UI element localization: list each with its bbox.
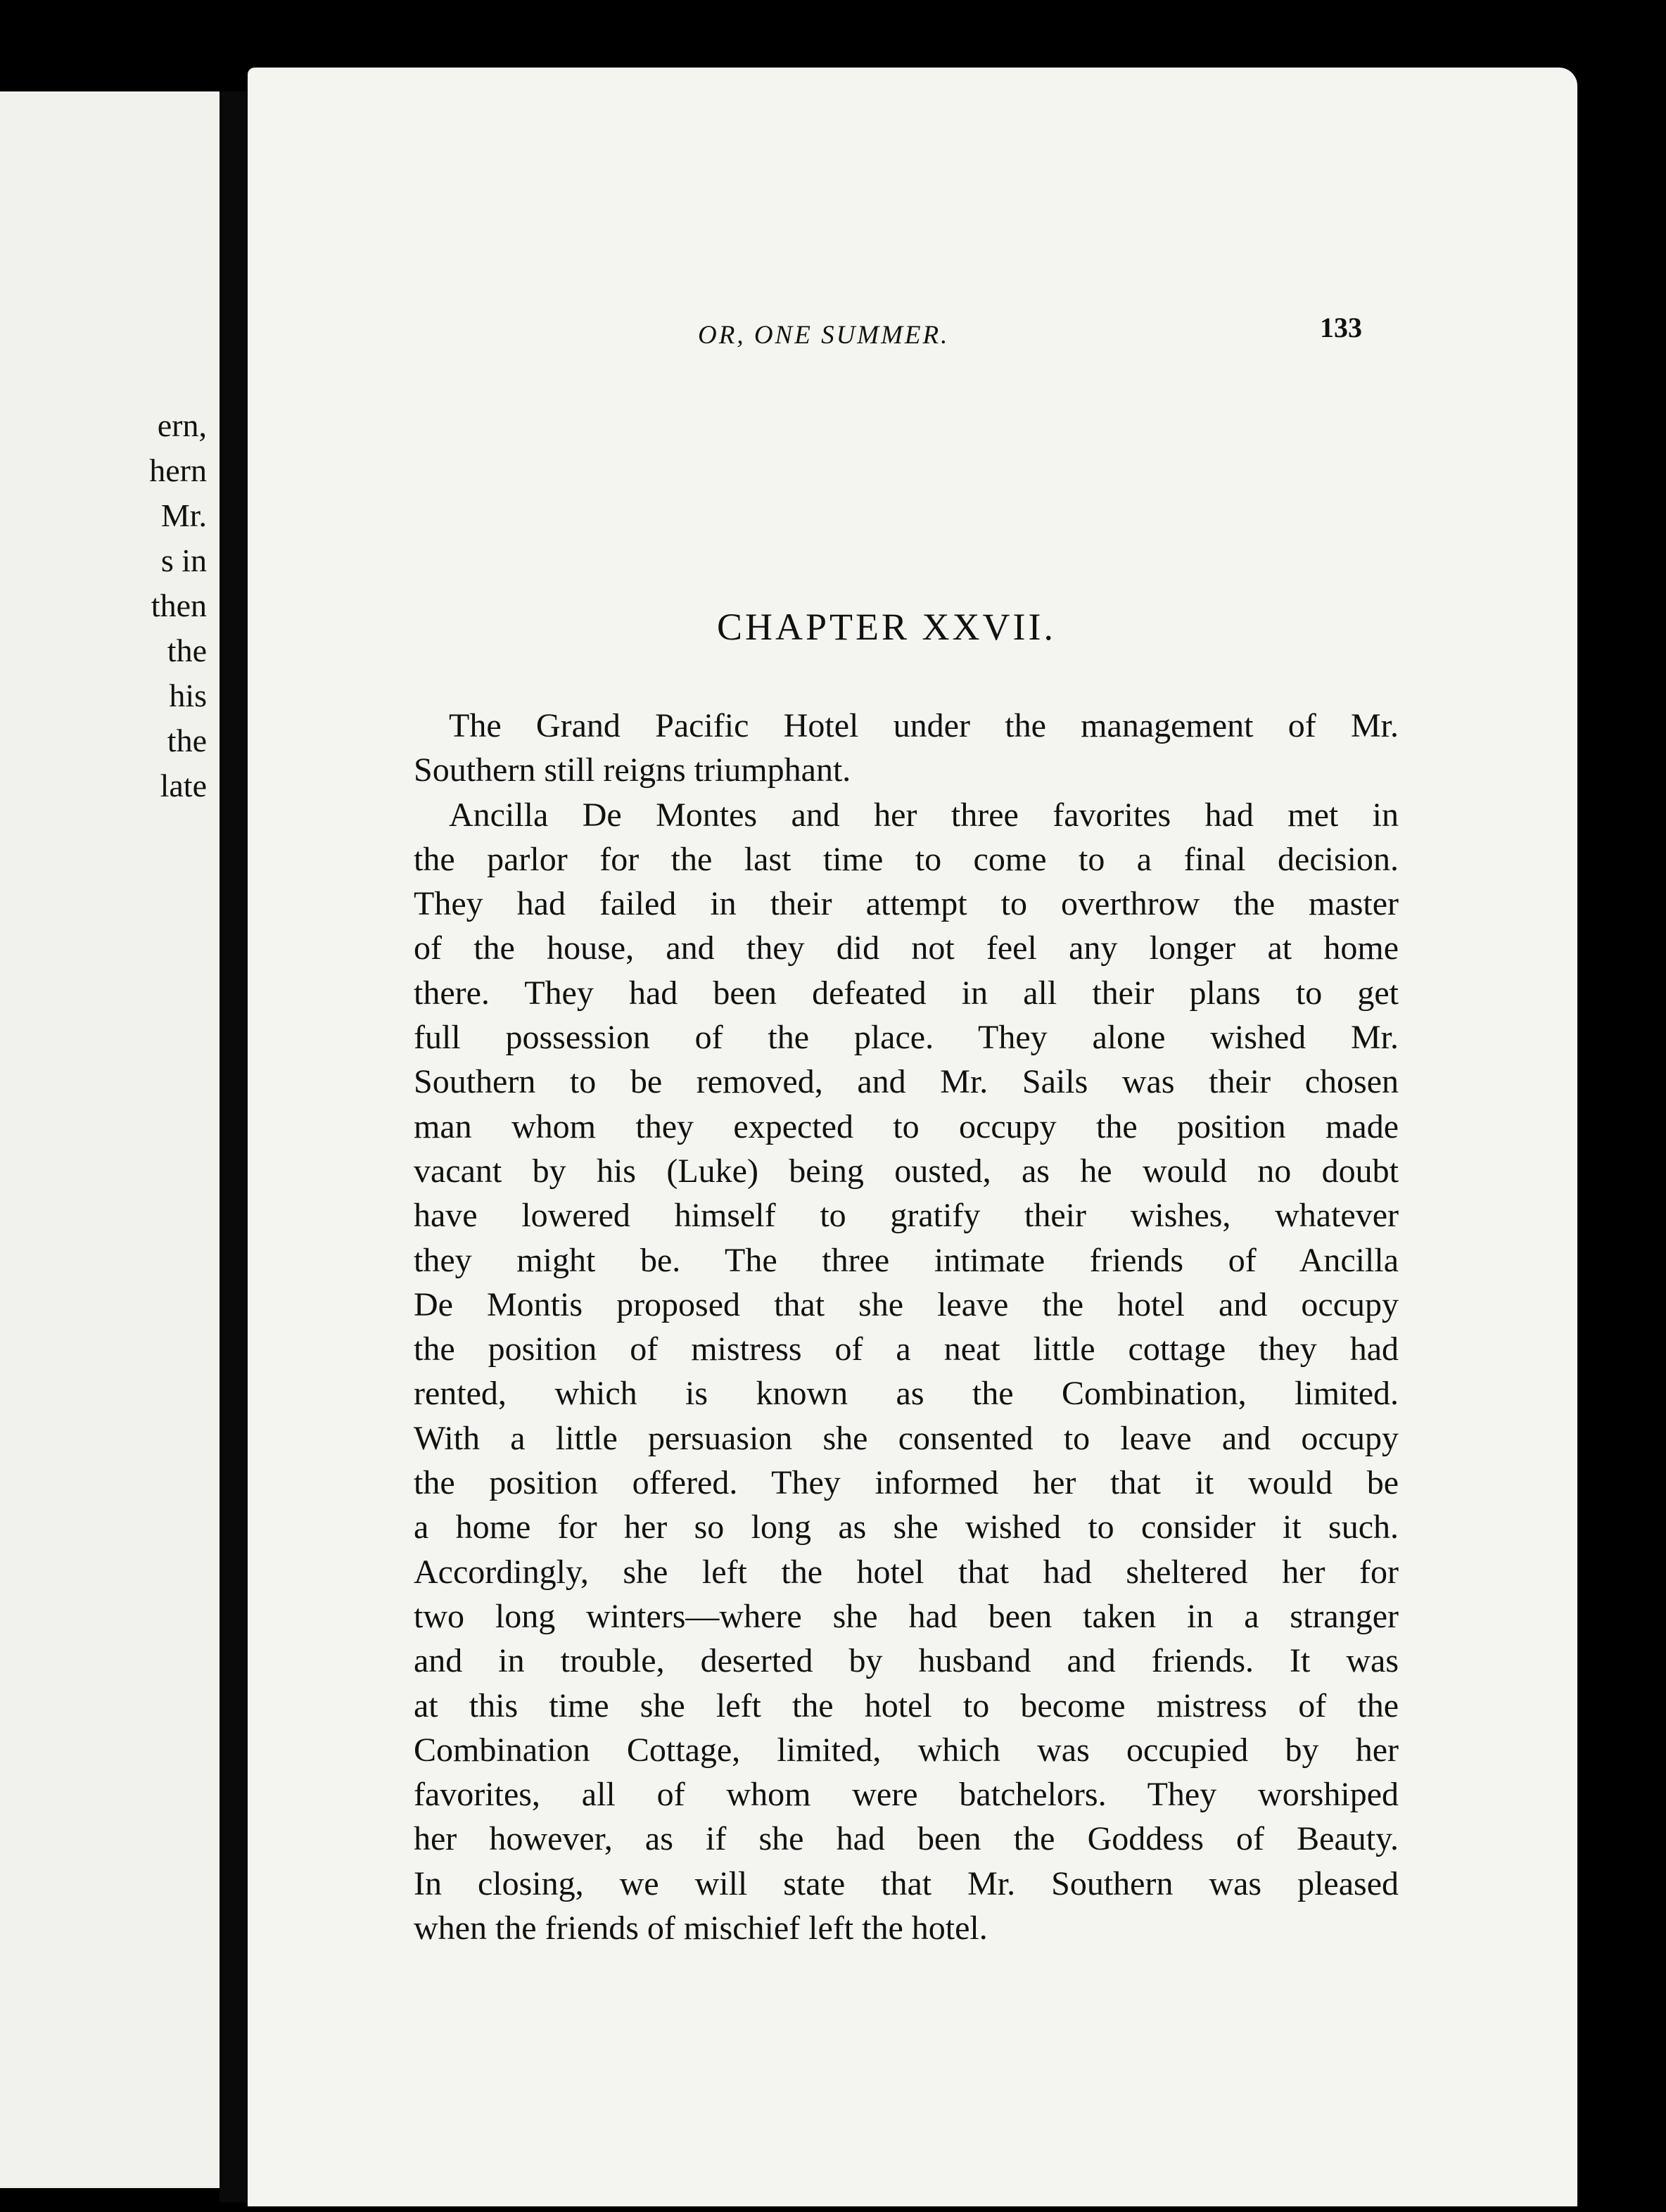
text-line: Southern to be removed, and Mr. Sails was their chosen (414, 1063, 1399, 1101)
left-page-fragment: the (167, 723, 207, 758)
text-line: Ancilla De Montes and her three favorites had met in (449, 796, 1399, 834)
text-line: full possession of the place. They alone wished Mr. (414, 1019, 1399, 1057)
text-line: the position of mistress of a neat little cottage they had (414, 1330, 1399, 1368)
text-line: at this time she left the hotel to become mistress of the (414, 1686, 1399, 1724)
body-text (414, 704, 1399, 1950)
text-line: vacant by his (Luke) being ousted, as he would no doubt (414, 1152, 1399, 1190)
text-line: rented, which is known as the Combination, limited. (414, 1375, 1399, 1413)
text-line: With a little persuasion she consented to leave and occupy (414, 1419, 1399, 1457)
text-line: when the friends of mischief left the hotel. (414, 1909, 988, 1947)
left-page-fragment: then (151, 587, 207, 623)
chapter-title: CHAPTER XXVII. (717, 606, 1056, 648)
text-line: two long winters—where she had been taken in a stranger (414, 1597, 1399, 1635)
text-line: Combination Cottage, limited, which was occupied by her (414, 1731, 1399, 1769)
left-page-fragment: ern, (157, 407, 207, 443)
text-line: In closing, we will state that Mr. Southern was pleased (414, 1864, 1399, 1902)
left-page-fragment: late (160, 768, 207, 803)
text-line: have lowered himself to gratify their wishes, whatever (414, 1197, 1399, 1235)
left-page-fragment: Mr. (160, 497, 207, 533)
text-line: the parlor for the last time to come to a final decision. (414, 840, 1399, 878)
text-line: her however, as if she had been the Goddess of Beauty. (414, 1820, 1399, 1858)
text-line: they might be. The three intimate friends of Ancilla (414, 1241, 1399, 1279)
left-page-fragment: the (167, 633, 207, 668)
left-page-fragment: his (169, 678, 207, 713)
text-line: favorites, all of whom were batchelors. They worshiped (414, 1776, 1399, 1814)
text-line: there. They had been defeated in all their plans to get (414, 974, 1399, 1012)
text-line: the position offered. They informed her that it would be (414, 1464, 1399, 1502)
text-line: De Montis proposed that she leave the hotel and occupy (414, 1285, 1399, 1323)
text-line: They had failed in their attempt to overthrow the master (414, 885, 1399, 923)
left-page-fragment: hern (149, 452, 207, 488)
book-gutter (220, 91, 248, 2202)
text-line: man whom they expected to occupy the position made (414, 1107, 1399, 1145)
text-line: a home for her so long as she wished to consider it such. (414, 1508, 1399, 1546)
text-line: Southern still reigns triumphant. (414, 751, 851, 789)
page-number: 133 (1320, 312, 1362, 343)
running-head: OR, ONE SUMMER. (698, 321, 950, 350)
left-page-fragment: s in (160, 542, 207, 578)
text-line: Accordingly, she left the hotel that had sheltered her for (414, 1553, 1399, 1591)
text-line: and in trouble, deserted by husband and friends. It was (414, 1642, 1399, 1680)
text-line: of the house, and they did not feel any longer at home (414, 929, 1399, 967)
text-line: The Grand Pacific Hotel under the management of Mr. (449, 707, 1399, 744)
left-page (0, 91, 220, 2188)
